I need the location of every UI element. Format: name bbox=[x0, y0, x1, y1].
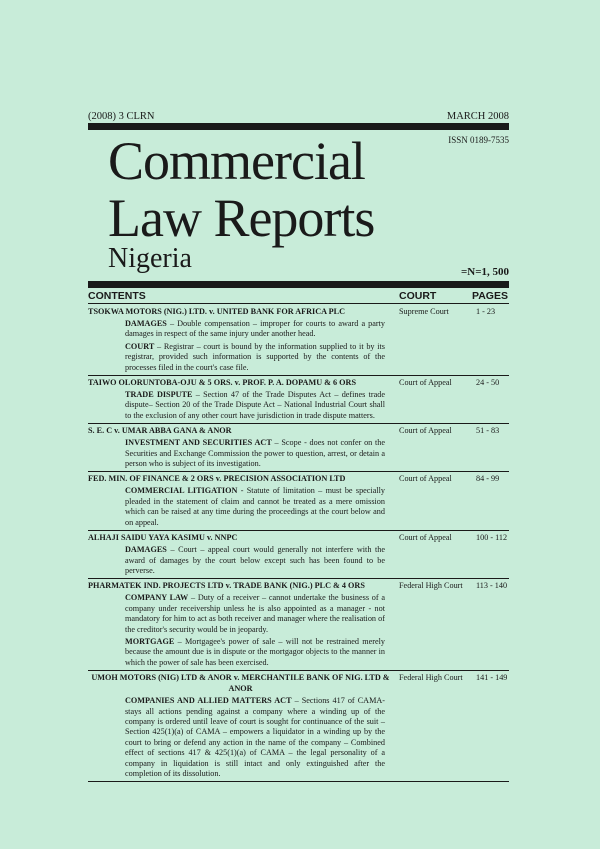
contents-entry bbox=[88, 579, 509, 671]
headnote-keyword: INVESTMENT AND SECURITIES ACT bbox=[125, 438, 272, 448]
masthead-line-3: Nigeria bbox=[108, 243, 192, 274]
masthead-line-2: Law Reports bbox=[108, 188, 375, 248]
headnote-keyword: COMMERCIAL LITIGATION bbox=[125, 486, 238, 496]
page-range: 100 - 112 bbox=[476, 533, 508, 543]
headnote-text: – Duty of a receiver – cannot undertake the business of a company under receivership unless he is also appointed as a manager - not mandatory for him to act as both receiver and manager where the realisation of the creditor's security would be in jeopardy. bbox=[125, 593, 385, 634]
headnote bbox=[125, 696, 385, 779]
case-title: S. E. C v. UMAR ABBA GANA & ANOR bbox=[88, 426, 232, 436]
headnote-keyword: COMPANIES AND ALLIED MATTERS ACT bbox=[125, 696, 292, 706]
masthead-line-1: Commercial bbox=[108, 131, 365, 191]
headnote bbox=[125, 593, 385, 635]
headnote-keyword: TRADE DISPUTE bbox=[125, 390, 193, 400]
court-column-header: COURT bbox=[399, 290, 437, 302]
headnote-keyword: MORTGAGE bbox=[125, 636, 175, 646]
headnote-text: – Court – appeal court would generally not interfere with the award of damages by the court below except such has been found to be perverse. bbox=[125, 545, 385, 575]
headnote-text: – Mortgagee's power of sale – will not be restrained merely because the amount due is in dispute or the mortgagor objects to the manner in which the power of sale has been exercised. bbox=[125, 636, 385, 667]
case-title: TSOKWA MOTORS (NIG.) LTD. v. UNITED BANK FOR AFRICA PLC bbox=[88, 307, 346, 316]
headnote-text: – Section 47 of the Trade Disputes Act – defines trade dispute– Section 20 of the Trade Dispute Act – National Industrial Court shall to the exclusion of any other court have jurisdiction in trade dispute matters. bbox=[125, 390, 385, 420]
headnote-text: – Scope - does not confer on the Securities and Exchange Commission the power to question, arrest, or detain a person who is subject of its investigation. bbox=[125, 438, 385, 469]
court-name: Federal High Court bbox=[399, 673, 463, 683]
contents-column-header: CONTENTS bbox=[88, 290, 146, 302]
issn-number: ISSN 0189-7535 bbox=[448, 135, 509, 145]
case-title: FED. MIN. OF FINANCE & 2 ORS v. PRECISION ASSOCIATION LTD bbox=[88, 474, 346, 484]
court-name: Court of Appeal bbox=[399, 426, 452, 436]
contents-entry bbox=[88, 531, 509, 579]
price-label: =N=1, 500 bbox=[461, 266, 509, 278]
contents-entry bbox=[88, 305, 509, 376]
case-title: UMOH MOTORS (NIG) LTD & ANOR v. MERCHANTILE BANK OF NIG. LTD & ANOR bbox=[91, 673, 390, 694]
top-rule bbox=[88, 123, 509, 130]
contents-entry bbox=[88, 671, 509, 782]
contents-entry bbox=[88, 376, 509, 424]
contents-list bbox=[88, 305, 509, 782]
contents-rule bbox=[88, 281, 509, 288]
page-range: 51 - 83 bbox=[476, 426, 500, 436]
page-range: 113 - 140 bbox=[476, 581, 508, 591]
page-range: 141 - 149 bbox=[476, 673, 508, 683]
court-name: Supreme Court bbox=[399, 307, 449, 316]
headnote-text: – Sections 417 of CAMA- stays all actions pending against a company where a winding up of the company is ordered until leave of court is sought for continuance of the suit – Section 425(1)(a) of CAMA – empowers a liquidator in a winding up by the court to bring or defend any action in the name of the company – Combined effect of sections 417 & 425(1)(a) of CAMA – the legal personality of a company in liquidation is still intact and only extinguished after the completion of its dissolution. bbox=[125, 696, 385, 778]
headnote bbox=[125, 390, 385, 421]
headnote-text: - Statute of limitation – must be specially pleaded in the statement of claim and cannot be treated as a mere omission which can be raised at any time during the proceedings at the court below and on appeal. bbox=[125, 486, 385, 527]
headnote-text: – Registrar – court is bound by the information supplied to it by its registrar, provided such information is supported by the contents of the processes filed in the court's case file. bbox=[125, 341, 385, 372]
court-name: Court of Appeal bbox=[399, 474, 452, 484]
page-range: 24 - 50 bbox=[476, 378, 500, 388]
issue-date: MARCH 2008 bbox=[446, 111, 509, 122]
court-name: Court of Appeal bbox=[399, 533, 452, 543]
headnote-keyword: COMPANY LAW bbox=[125, 593, 189, 603]
headnote bbox=[125, 319, 385, 340]
case-title: PHARMATEK IND. PROJECTS LTD v. TRADE BANK (NIG.) PLC & 4 ORS bbox=[88, 581, 365, 591]
case-title: TAIWO OLORUNTOBA-OJU & 5 ORS. v. PROF. P. A. DOPAMU & 6 ORS bbox=[88, 378, 357, 388]
headnote bbox=[125, 637, 385, 668]
court-name: Court of Appeal bbox=[399, 378, 452, 388]
page-range: 84 - 99 bbox=[476, 474, 500, 484]
court-name: Federal High Court bbox=[399, 581, 463, 591]
headnote bbox=[125, 486, 385, 528]
headnote bbox=[125, 545, 385, 576]
contents-header bbox=[88, 289, 509, 304]
contents-entry bbox=[88, 424, 509, 472]
journal-citation: (2008) 3 CLRN bbox=[88, 111, 155, 122]
headnote-text: – Double compensation – improper for courts to award a party damages in respect of the same injury under another head. bbox=[125, 319, 385, 339]
page-range: 1 - 23 bbox=[476, 307, 496, 316]
headnote bbox=[125, 342, 385, 373]
contents-entry bbox=[88, 472, 509, 531]
pages-column-header: PAGES bbox=[472, 290, 508, 302]
headnote bbox=[125, 438, 385, 469]
headnote-keyword: COURT bbox=[125, 341, 155, 351]
headnote-keyword: DAMAGES bbox=[125, 319, 167, 328]
headnote-keyword: DAMAGES bbox=[125, 545, 167, 555]
case-title: ALHAJI SAIDU YAYA KASIMU v. NNPC bbox=[88, 533, 238, 543]
